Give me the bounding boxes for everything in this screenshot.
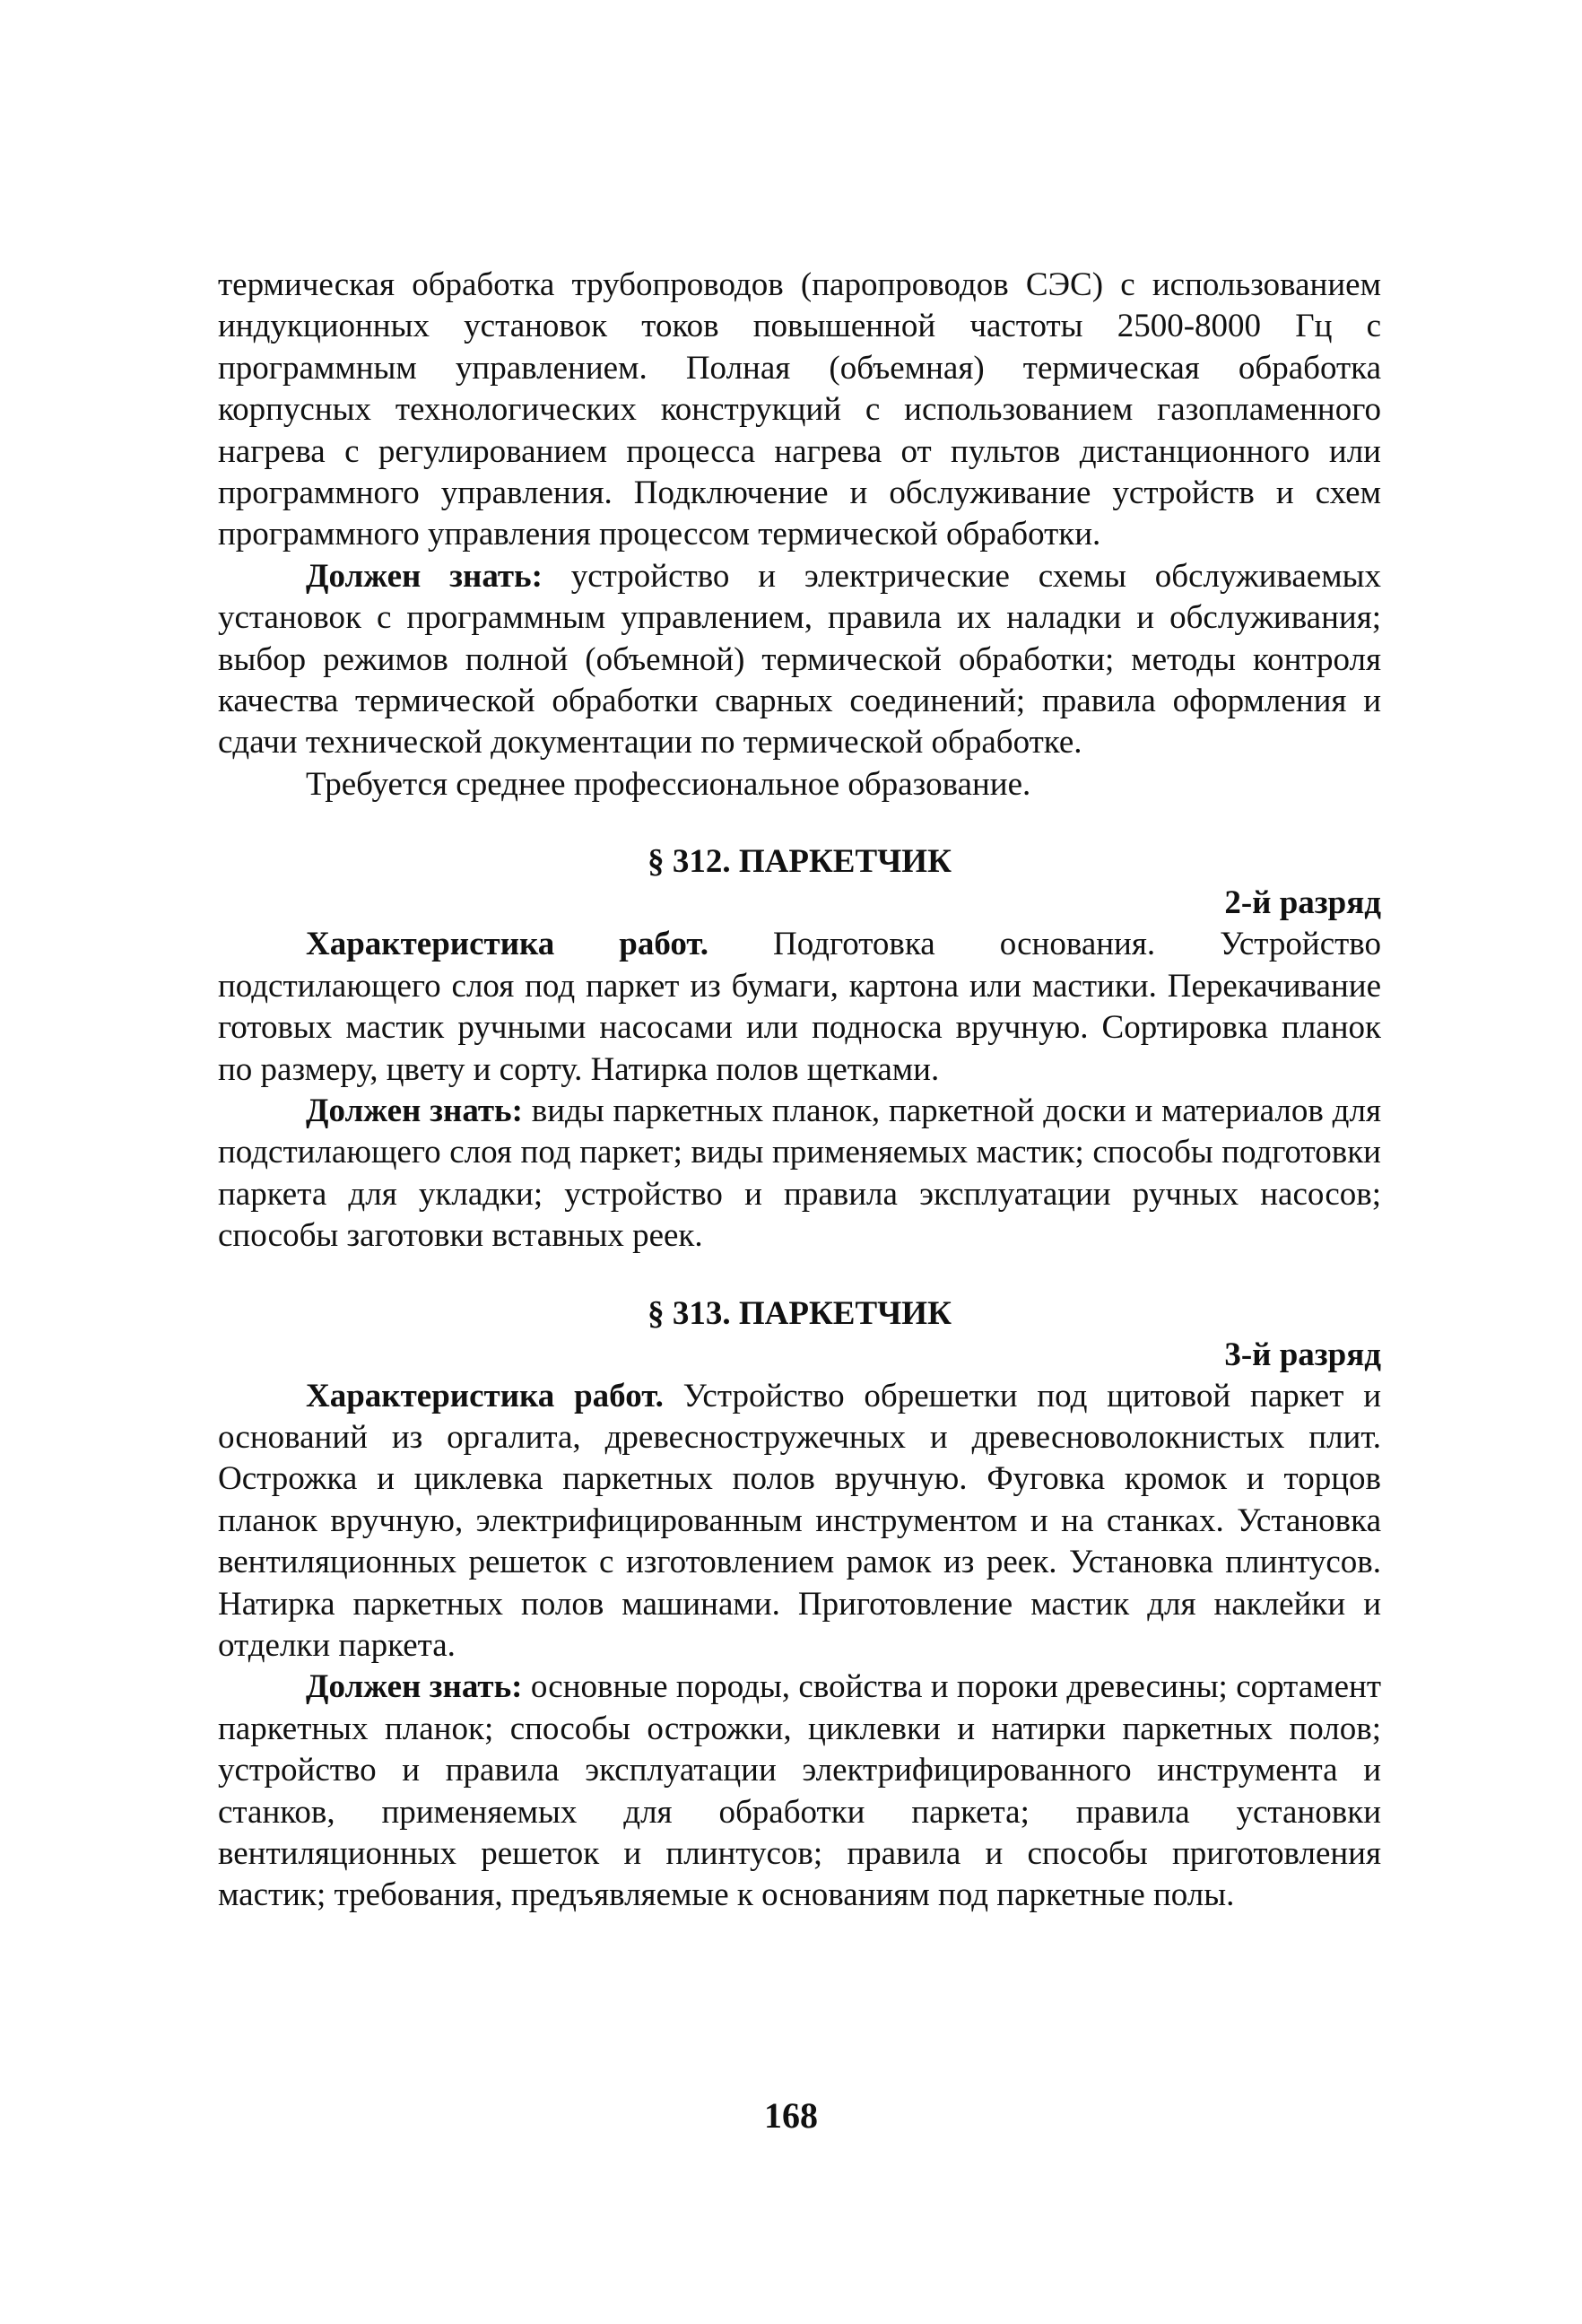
work-characteristics-lead: Характеристика работ. bbox=[306, 1377, 664, 1414]
section-312 bbox=[218, 841, 1381, 1257]
must-know-lead: Должен знать: bbox=[306, 1668, 523, 1706]
work-characteristics-text: Подготовка основания. Устройство подстилающего слоя под паркет из бумаги, картона или мастики. Перекачивание готовых мастик ручными насосами или подноска вручную. Сортировка планок по размеру, цвету и сорту. Натирка полов щетками. bbox=[218, 926, 1382, 1088]
work-characteristics-lead: Характеристика работ. bbox=[306, 926, 709, 963]
grade-label: 2-й разряд bbox=[1224, 884, 1381, 922]
must-know-lead: Должен знать: bbox=[306, 557, 543, 595]
intro-must-know-paragraph bbox=[218, 556, 1381, 764]
section-heading: § 312. ПАРКЕТЧИК bbox=[648, 843, 952, 881]
must-know-lead: Должен знать: bbox=[306, 1092, 523, 1129]
work-characteristics-paragraph bbox=[218, 1376, 1381, 1667]
must-know-text: устройство и электрические схемы обслуживаемых установок с программным управлением, правила их наладки и обслуживания; выбор режимов полной (объемной) термической обработки; методы контроля качества термической обработки сварных соединений; правила оформления и сдачи технической документации по термической обработке. bbox=[218, 557, 1381, 762]
work-characteristics-text: Устройство обрешетки под щитовой паркет и оснований из оргалита, древесностружечных и древесноволокнистых плит. Острожка и циклевка паркетных полов вручную. Фуговка кромок и торцов планок вручную, электрифицированным инструментом и на станках. Установка вентиляционных решеток с изготовлением рамок из реек. Установка плинтусов. Натирка паркетных полов машинами. Приготовление мастик для наклейки и отделки паркета. bbox=[218, 1377, 1382, 1664]
work-characteristics-paragraph bbox=[218, 924, 1381, 1091]
must-know-paragraph bbox=[218, 1091, 1381, 1258]
must-know-text: виды паркетных планок, паркетной доски и материалов для подстилающего слоя под паркет; виды применяемых мастик; способы подготовки паркета для укладки; устройство и правила эксплуатации ручных насосов; способы заготовки вставных реек. bbox=[218, 1092, 1381, 1255]
education-requirement: Требуется среднее профессиональное образование. bbox=[306, 765, 1031, 803]
section-heading: § 313. ПАРКЕТЧИК bbox=[648, 1294, 952, 1332]
intro-paragraph: термическая обработка трубопроводов (паропроводов СЭС) с использованием индукционных установок токов повышенной частоты 2500-8000 Гц с программным управлением. Полная (объемная) термическая обработка корпусных технологических конструкций с использованием газопламенного нагрева с регулированием процесса нагрева от пультов дистанционного или программного управления. Подключение и обслуживание устройств и схем программного управления процессом термической обработки. bbox=[218, 266, 1381, 553]
section-313 bbox=[218, 1293, 1381, 1917]
grade-label: 3-й разряд bbox=[1224, 1336, 1381, 1373]
page-number: 168 bbox=[764, 2095, 818, 2136]
must-know-paragraph bbox=[218, 1667, 1381, 1916]
page-body bbox=[218, 265, 1381, 1917]
must-know-text: основные породы, свойства и пороки древесины; сортамент паркетных планок; способы острожки, циклевки и натирки паркетных полов; устройство и правила эксплуатации электрифицированного инструмента и станков, применяемых для обработки паркета; правила установки вентиляционных решеток и плинтусов; правила и способы приготовления мастик; требования, предъявляемые к основаниям под паркетные полы. bbox=[218, 1668, 1381, 1914]
